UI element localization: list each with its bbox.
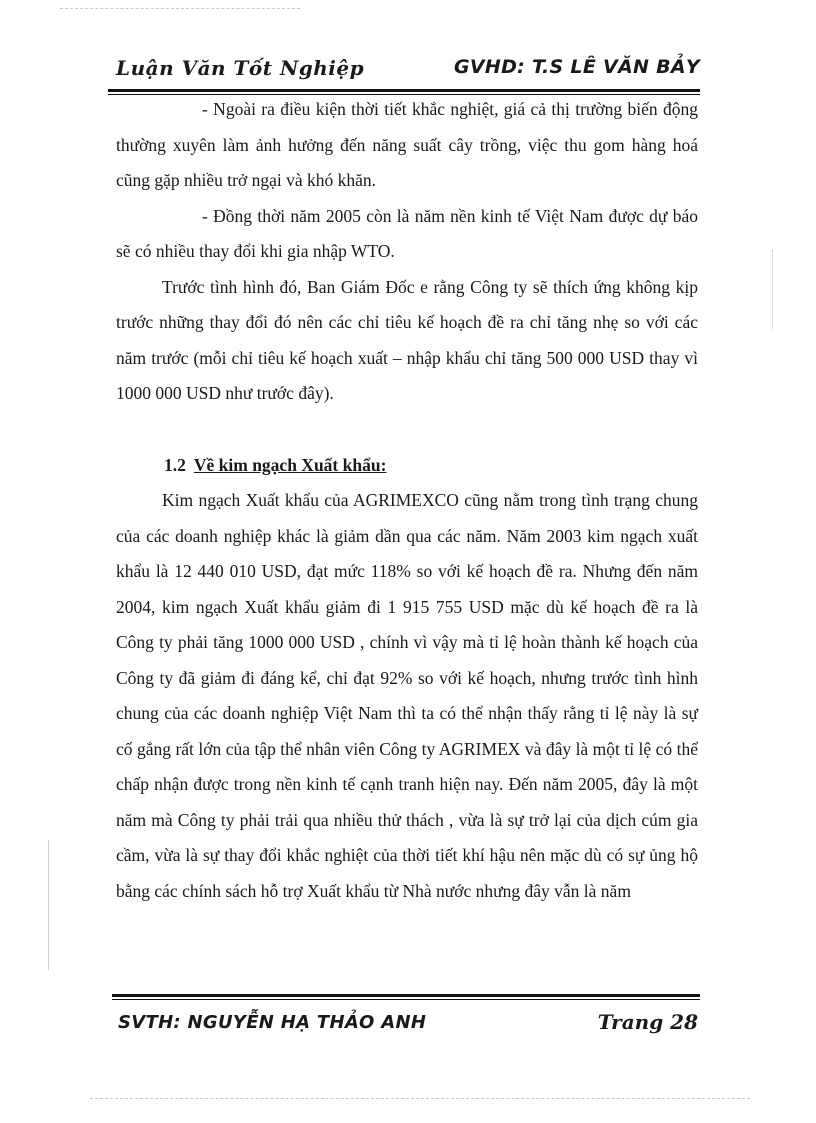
- section-title: Về kim ngạch Xuất khẩu:: [193, 454, 387, 475]
- scan-artifact-right: [772, 250, 774, 330]
- page-body: [116, 92, 698, 909]
- supervisor-name: GVHD: T.S LÊ VĂN BẢY: [453, 56, 700, 78]
- section-number: 1.2: [164, 454, 186, 475]
- footer-rule-thin: [112, 999, 700, 1000]
- scan-artifact-bottom: [90, 1098, 750, 1099]
- section-heading: [116, 448, 698, 484]
- footer-rule-thick: [112, 994, 700, 997]
- paragraph-plan: Trước tình hình đó, Ban Giám Đốc e rằng Công ty sẽ thích ứng không kịp trước những thay đổi đó nên các chỉ tiêu kế hoạch đề ra chỉ tăng nhẹ so với các năm trước (mỗi chỉ tiêu kế hoạch xuất – nhập khẩu chỉ tăng 500 000 USD thay vì 1000 000 USD như trước đây).: [116, 276, 698, 403]
- scan-artifact-top: [60, 8, 300, 9]
- scan-artifact-margin: [48, 840, 49, 970]
- thesis-title: Luận Văn Tốt Nghiệp: [116, 56, 365, 80]
- page-number: Trang 28: [597, 1010, 698, 1034]
- paragraph-weather: - Ngoài ra điều kiện thời tiết khắc nghiệt, giá cả thị trường biến động thường xuyên làm ảnh hưởng đến năng suất cây trồng, việc thu gom hàng hoá cũng gặp nhiều trở ngại và khó khăn.: [116, 99, 698, 190]
- page-header: [116, 50, 700, 90]
- paragraph-wto: - Đồng thời năm 2005 còn là năm nền kinh tế Việt Nam được dự báo sẽ có nhiều thay đổi khi gia nhập WTO.: [116, 205, 698, 261]
- paragraph-export-turnover: Kim ngạch Xuất khẩu của AGRIMEXCO cũng nằm trong tình trạng chung của các doanh nghiệp khác là giảm dần qua các năm. Năm 2003 kim ngạch xuất khẩu là 12 440 010 USD, đạt mức 118% so với kế hoạch đề ra. Nhưng đến năm 2004, kim ngạch Xuất khẩu giảm đi 1 915 755 USD mặc dù kế hoạch đề ra là Công ty phải tăng 1000 000 USD , chính vì vậy mà tỉ lệ hoàn thành kế hoạch của Công ty đã giảm đi đáng kể, chỉ đạt 92% so với kế hoạch, nhưng trước tình hình chung của các doanh nghiệp Việt Nam thì ta có thể nhận thấy rằng tỉ lệ này là sự cố gắng rất lớn của tập thể nhân viên Công ty AGRIMEX và đây là một tỉ lệ có thể chấp nhận được trong nền kinh tế cạnh tranh hiện nay. Đến năm 2005, đây là một năm mà Công ty phải trải qua nhiều thử thách , vừa là sự trở lại của dịch cúm gia cầm, vừa là sự thay đổi khắc nghiệt của thời tiết khí hậu nên mặc dù có sự ủng hộ bằng các chính sách hỗ trợ Xuất khẩu từ Nhà nước nhưng đây vẫn là năm: [116, 490, 698, 901]
- section-gap: [116, 412, 698, 448]
- student-name: SVTH: NGUYỄN HẠ THẢO ANH: [118, 1012, 427, 1033]
- page-footer: [118, 1008, 698, 1044]
